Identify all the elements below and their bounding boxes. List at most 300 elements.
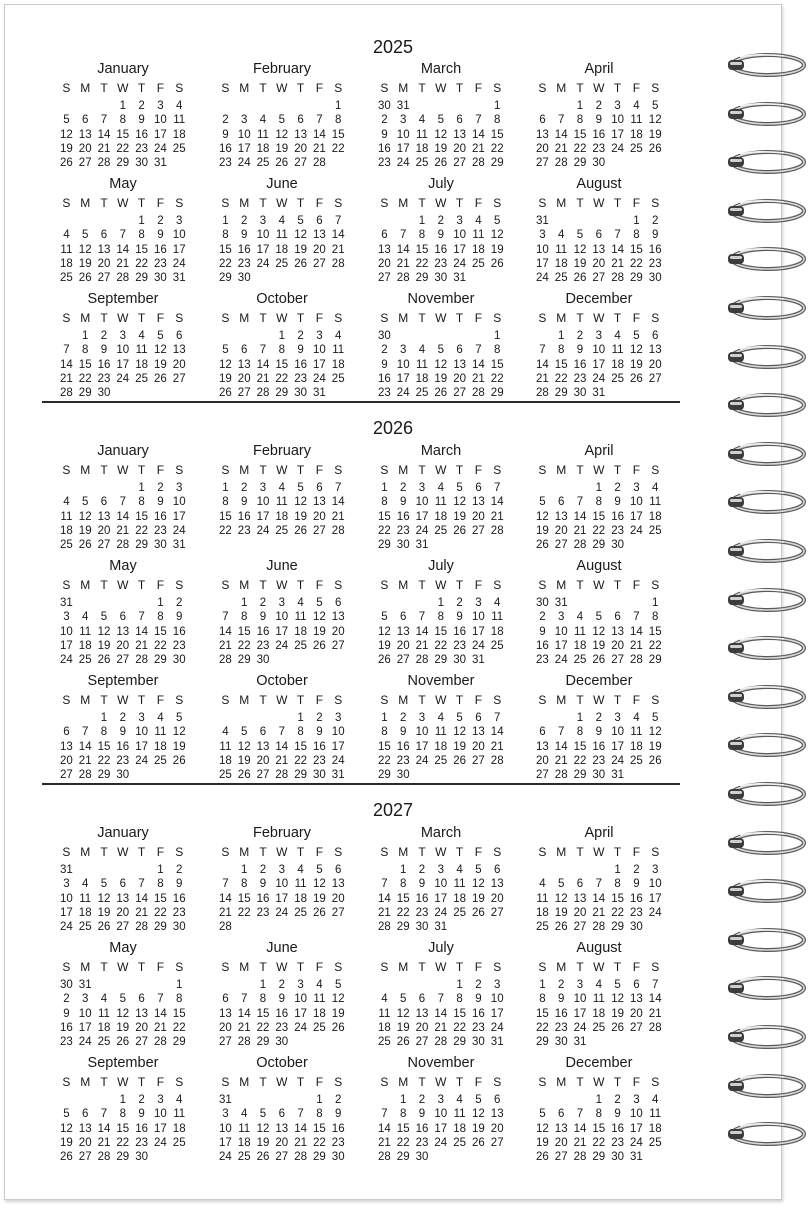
day-cell: 29 bbox=[378, 539, 391, 552]
day-cell: 18 bbox=[415, 372, 429, 385]
day-cell: 4 bbox=[633, 100, 640, 112]
weekday-header: W bbox=[593, 845, 605, 859]
day-cell: 7 bbox=[399, 229, 407, 242]
weekday-header: W bbox=[276, 196, 288, 210]
day-cell: 28 bbox=[135, 921, 148, 934]
day-cell: 10 bbox=[275, 878, 289, 891]
day-cell: 9 bbox=[614, 1108, 621, 1121]
day-cell: 6 bbox=[475, 712, 482, 724]
day-cell: 6 bbox=[456, 114, 463, 127]
day-cell: 9 bbox=[557, 993, 565, 1006]
day-cell: 7 bbox=[475, 344, 482, 357]
weekday-header: T bbox=[613, 463, 622, 477]
day-cell: 11 bbox=[173, 1108, 186, 1121]
weekday-header: T bbox=[576, 311, 584, 325]
day-cell: 6 bbox=[539, 726, 546, 739]
day-cell: 6 bbox=[539, 114, 546, 127]
day-cell: 13 bbox=[313, 229, 326, 242]
day-cell: 3 bbox=[222, 1108, 229, 1121]
day-cell: 29 bbox=[294, 769, 307, 782]
day-cell: 26 bbox=[490, 257, 504, 270]
day-cell: 1 bbox=[119, 1094, 126, 1106]
day-cell: 8 bbox=[316, 1108, 323, 1121]
day-cell: 17 bbox=[60, 906, 73, 919]
day-cell: 4 bbox=[222, 726, 229, 739]
day-cell: 20 bbox=[60, 754, 73, 767]
day-cell: 9 bbox=[240, 496, 248, 509]
day-cell: 16 bbox=[378, 372, 391, 385]
day-cell: 3 bbox=[456, 215, 463, 227]
weekday-header: S bbox=[221, 81, 230, 95]
day-cell: 2 bbox=[418, 864, 426, 876]
day-cell: 7 bbox=[557, 114, 565, 127]
day-cell: 20 bbox=[116, 639, 130, 652]
spiral-coil bbox=[726, 293, 808, 323]
day-cell: 7 bbox=[138, 878, 145, 891]
day-cell: 13 bbox=[536, 740, 549, 753]
day-cell: 25 bbox=[275, 257, 289, 270]
day-cell: 7 bbox=[259, 344, 267, 357]
day-cell: 29 bbox=[154, 654, 167, 667]
weekday-header: S bbox=[651, 81, 660, 95]
weekday-header: T bbox=[100, 693, 108, 707]
day-cell: 19 bbox=[294, 510, 307, 523]
weekday-header: T bbox=[613, 81, 622, 95]
day-cell: 9 bbox=[651, 229, 659, 242]
day-cell: 11 bbox=[453, 878, 466, 891]
day-cell: 14 bbox=[554, 740, 568, 753]
day-cell: 22 bbox=[630, 257, 643, 270]
day-cell: 7 bbox=[614, 229, 621, 242]
day-cell: 11 bbox=[453, 1108, 466, 1121]
day-cell: 29 bbox=[219, 272, 232, 285]
day-cell: 23 bbox=[331, 1136, 345, 1149]
day-cell: 12 bbox=[378, 625, 391, 638]
spiral-coil bbox=[726, 50, 808, 80]
day-cell: 19 bbox=[648, 128, 662, 141]
day-cell: 10 bbox=[472, 611, 485, 624]
day-cell: 26 bbox=[472, 1136, 485, 1149]
day-cell: 13 bbox=[331, 611, 345, 624]
weekday-header: S bbox=[651, 578, 660, 592]
day-cell: 23 bbox=[275, 1021, 289, 1034]
day-cell: 10 bbox=[611, 726, 624, 739]
weekday-header: T bbox=[137, 311, 146, 325]
day-cell: 17 bbox=[256, 243, 270, 256]
day-cell: 1 bbox=[297, 712, 304, 724]
day-cell: 26 bbox=[219, 387, 232, 400]
day-cell: 9 bbox=[240, 229, 248, 242]
day-cell: 12 bbox=[490, 229, 504, 242]
day-cell: 16 bbox=[116, 740, 130, 753]
weekday-header: M bbox=[398, 693, 409, 707]
spiral-coil bbox=[726, 390, 808, 420]
weekday-header: F bbox=[632, 1075, 641, 1089]
weekday-header: W bbox=[593, 578, 605, 592]
day-cell: 27 bbox=[472, 754, 485, 767]
day-cell: 27 bbox=[60, 769, 73, 782]
weekday-header: S bbox=[221, 578, 230, 592]
day-cell: 31 bbox=[611, 769, 624, 782]
day-cell: 13 bbox=[554, 510, 568, 523]
day-cell: 15 bbox=[490, 128, 504, 141]
day-cell: 1 bbox=[157, 864, 164, 876]
day-cell: 18 bbox=[219, 754, 232, 767]
weekday-header: S bbox=[334, 463, 343, 477]
day-cell: 5 bbox=[399, 993, 407, 1006]
day-cell: 6 bbox=[119, 611, 126, 624]
day-cell: 16 bbox=[592, 740, 606, 753]
day-cell: 18 bbox=[592, 1007, 606, 1020]
day-cell: 30 bbox=[415, 921, 429, 934]
weekday-header: F bbox=[315, 196, 324, 210]
day-cell: 5 bbox=[381, 611, 388, 624]
day-cell: 19 bbox=[60, 142, 73, 155]
day-cell: 19 bbox=[313, 892, 326, 905]
day-cell: 7 bbox=[493, 712, 501, 724]
day-cell: 24 bbox=[434, 906, 448, 919]
day-cell: 21 bbox=[331, 243, 345, 256]
day-cell: 2 bbox=[259, 864, 267, 876]
day-cell: 17 bbox=[219, 1136, 232, 1149]
day-cell: 20 bbox=[331, 625, 345, 638]
day-cell: 28 bbox=[97, 157, 111, 170]
day-cell: 4 bbox=[316, 979, 323, 991]
day-cell: 19 bbox=[378, 639, 391, 652]
day-cell: 5 bbox=[437, 114, 444, 127]
day-cell: 24 bbox=[294, 1021, 307, 1034]
day-cell: 11 bbox=[555, 243, 568, 256]
day-cell: 26 bbox=[313, 906, 326, 919]
day-cell: 21 bbox=[490, 510, 504, 523]
day-cell: 5 bbox=[614, 979, 621, 991]
weekday-header: T bbox=[137, 196, 146, 210]
spiral-coil bbox=[726, 682, 808, 712]
day-cell: 26 bbox=[648, 754, 662, 767]
day-cell: 22 bbox=[573, 754, 587, 767]
day-cell: 5 bbox=[493, 215, 501, 227]
day-cell: 11 bbox=[238, 1122, 251, 1135]
day-cell: 20 bbox=[331, 892, 345, 905]
day-cell: 30 bbox=[415, 1151, 429, 1164]
day-cell: 28 bbox=[490, 524, 504, 537]
day-cell: 1 bbox=[493, 330, 501, 342]
day-cell: 17 bbox=[154, 128, 167, 141]
day-cell: 30 bbox=[648, 272, 662, 285]
day-cell: 9 bbox=[63, 1007, 70, 1020]
day-cell: 31 bbox=[78, 979, 92, 991]
day-cell: 17 bbox=[490, 1007, 504, 1020]
day-cell: 6 bbox=[418, 993, 426, 1006]
day-cell: 8 bbox=[240, 611, 248, 624]
day-cell: 14 bbox=[378, 892, 391, 905]
day-cell: 13 bbox=[256, 740, 270, 753]
day-cell: 10 bbox=[78, 1007, 92, 1020]
day-cell: 23 bbox=[60, 1036, 73, 1049]
day-cell: 6 bbox=[175, 330, 183, 342]
day-cell: 11 bbox=[574, 625, 586, 638]
day-cell: 29 bbox=[237, 654, 251, 667]
day-cell: 14 bbox=[219, 625, 232, 638]
day-cell: 9 bbox=[475, 993, 482, 1006]
month-name: January bbox=[97, 61, 149, 77]
day-cell: 20 bbox=[97, 257, 111, 270]
day-cell: 23 bbox=[378, 157, 391, 170]
day-cell: 18 bbox=[378, 1021, 391, 1034]
day-cell: 12 bbox=[172, 726, 186, 739]
day-cell: 13 bbox=[60, 740, 73, 753]
day-cell: 31 bbox=[396, 100, 410, 112]
day-cell: 25 bbox=[630, 754, 643, 767]
day-cell: 11 bbox=[294, 611, 307, 624]
day-cell: 16 bbox=[172, 892, 186, 905]
day-cell: 4 bbox=[456, 864, 463, 876]
day-cell: 27 bbox=[490, 906, 504, 919]
day-cell: 17 bbox=[630, 510, 643, 523]
day-cell: 28 bbox=[415, 654, 429, 667]
day-cell: 8 bbox=[240, 878, 248, 891]
day-cell: 1 bbox=[334, 100, 342, 112]
day-cell: 13 bbox=[536, 128, 549, 141]
day-cell: 20 bbox=[592, 257, 606, 270]
weekday-header: W bbox=[593, 463, 605, 477]
day-cell: 24 bbox=[116, 372, 130, 385]
day-cell: 14 bbox=[60, 358, 73, 371]
day-cell: 4 bbox=[539, 878, 546, 891]
day-cell: 15 bbox=[415, 243, 429, 256]
day-cell: 12 bbox=[630, 344, 643, 357]
day-cell: 24 bbox=[453, 257, 466, 270]
day-cell: 30 bbox=[135, 1151, 148, 1164]
day-cell: 4 bbox=[595, 979, 602, 991]
day-cell: 6 bbox=[297, 114, 304, 127]
day-cell: 16 bbox=[275, 1007, 289, 1020]
day-cell: 20 bbox=[219, 1021, 232, 1034]
day-cell: 13 bbox=[554, 1122, 568, 1135]
day-cell: 13 bbox=[453, 128, 466, 141]
weekday-header: T bbox=[455, 693, 464, 707]
weekday-header: F bbox=[315, 311, 324, 325]
day-cell: 3 bbox=[278, 864, 285, 876]
day-cell: 14 bbox=[611, 243, 624, 256]
day-cell: 8 bbox=[175, 993, 183, 1006]
day-cell: 31 bbox=[331, 769, 345, 782]
day-cell: 26 bbox=[60, 157, 73, 170]
day-cell: 29 bbox=[630, 272, 643, 285]
day-cell: 9 bbox=[259, 878, 267, 891]
day-cell: 15 bbox=[135, 243, 148, 256]
weekday-header: S bbox=[651, 693, 660, 707]
day-cell: 24 bbox=[611, 142, 624, 155]
weekday-header: S bbox=[221, 1075, 230, 1089]
day-cell: 31 bbox=[592, 387, 606, 400]
weekday-header: S bbox=[493, 845, 502, 859]
weekday-header: S bbox=[175, 1075, 184, 1089]
weekday-header: T bbox=[418, 311, 426, 325]
month-name: July bbox=[428, 176, 454, 192]
day-cell: 11 bbox=[60, 243, 73, 256]
weekday-header: F bbox=[474, 196, 483, 210]
day-cell: 16 bbox=[536, 639, 549, 652]
month-name: May bbox=[109, 558, 137, 574]
day-cell: 18 bbox=[453, 892, 466, 905]
day-cell: 27 bbox=[453, 157, 466, 170]
day-cell: 14 bbox=[97, 1122, 111, 1135]
day-cell: 4 bbox=[81, 878, 89, 891]
day-cell: 29 bbox=[592, 539, 606, 552]
day-cell: 12 bbox=[237, 740, 251, 753]
day-cell: 14 bbox=[331, 496, 345, 509]
day-cell: 19 bbox=[472, 892, 485, 905]
day-cell: 4 bbox=[63, 496, 70, 509]
day-cell: 27 bbox=[275, 1151, 289, 1164]
weekday-header: S bbox=[62, 693, 71, 707]
day-cell: 10 bbox=[490, 993, 504, 1006]
weekday-header: W bbox=[276, 693, 288, 707]
day-cell: 6 bbox=[316, 215, 323, 227]
day-cell: 1 bbox=[539, 979, 546, 991]
day-cell: 6 bbox=[614, 611, 621, 624]
day-cell: 3 bbox=[63, 611, 70, 624]
day-cell: 4 bbox=[418, 114, 426, 127]
day-cell: 26 bbox=[630, 372, 643, 385]
day-cell: 22 bbox=[97, 754, 111, 767]
day-cell: 16 bbox=[554, 1007, 568, 1020]
day-cell: 16 bbox=[172, 625, 186, 638]
day-cell: 18 bbox=[415, 142, 429, 155]
day-cell: 8 bbox=[119, 1108, 126, 1121]
day-cell: 22 bbox=[611, 906, 624, 919]
day-cell: 10 bbox=[630, 496, 643, 509]
weekday-header: W bbox=[117, 311, 129, 325]
day-cell: 26 bbox=[275, 157, 289, 170]
day-cell: 28 bbox=[472, 157, 485, 170]
day-cell: 11 bbox=[79, 625, 92, 638]
day-cell: 18 bbox=[331, 358, 345, 371]
day-cell: 28 bbox=[573, 1151, 587, 1164]
spiral-coil bbox=[726, 342, 808, 372]
day-cell: 26 bbox=[97, 654, 111, 667]
day-cell: 22 bbox=[453, 1021, 466, 1034]
day-cell: 30 bbox=[172, 921, 186, 934]
day-cell: 10 bbox=[396, 128, 410, 141]
day-cell: 12 bbox=[97, 892, 111, 905]
day-cell: 16 bbox=[237, 510, 251, 523]
day-cell: 21 bbox=[573, 1136, 587, 1149]
day-cell: 12 bbox=[97, 625, 111, 638]
day-cell: 11 bbox=[98, 1007, 110, 1020]
day-cell: 27 bbox=[378, 272, 391, 285]
day-cell: 24 bbox=[396, 157, 410, 170]
year-title: 2027 bbox=[372, 800, 414, 820]
weekday-header: S bbox=[334, 81, 343, 95]
day-cell: 19 bbox=[592, 639, 606, 652]
weekday-header: S bbox=[175, 693, 184, 707]
day-cell: 26 bbox=[78, 272, 92, 285]
weekday-header: M bbox=[239, 578, 250, 592]
day-cell: 15 bbox=[592, 1122, 606, 1135]
day-cell: 2 bbox=[614, 1094, 621, 1106]
day-cell: 7 bbox=[278, 726, 285, 739]
day-cell: 7 bbox=[381, 1108, 388, 1121]
day-cell: 12 bbox=[472, 1108, 485, 1121]
day-cell: 30 bbox=[60, 979, 73, 991]
day-cell: 2 bbox=[259, 597, 267, 609]
day-cell: 24 bbox=[313, 372, 326, 385]
day-cell: 3 bbox=[418, 712, 426, 724]
weekday-header: W bbox=[117, 845, 129, 859]
day-cell: 17 bbox=[453, 243, 466, 256]
day-cell: 16 bbox=[331, 1122, 345, 1135]
day-cell: 28 bbox=[219, 921, 232, 934]
day-cell: 22 bbox=[554, 372, 568, 385]
day-cell: 22 bbox=[573, 142, 587, 155]
day-cell: 11 bbox=[154, 726, 167, 739]
day-cell: 14 bbox=[237, 1007, 251, 1020]
day-cell: 27 bbox=[116, 654, 130, 667]
day-cell: 26 bbox=[294, 524, 307, 537]
day-cell: 12 bbox=[78, 510, 92, 523]
day-cell: 10 bbox=[172, 496, 186, 509]
day-cell: 8 bbox=[595, 1108, 602, 1121]
day-cell: 11 bbox=[416, 128, 428, 141]
day-cell: 19 bbox=[97, 639, 111, 652]
day-cell: 8 bbox=[157, 611, 164, 624]
month-name: July bbox=[428, 558, 454, 574]
weekday-header: S bbox=[380, 1075, 389, 1089]
day-cell: 14 bbox=[116, 243, 130, 256]
day-cell: 21 bbox=[116, 524, 130, 537]
day-cell: 16 bbox=[611, 1122, 624, 1135]
day-cell: 20 bbox=[256, 754, 270, 767]
day-cell: 18 bbox=[60, 524, 73, 537]
day-cell: 12 bbox=[536, 1122, 549, 1135]
weekday-header: W bbox=[117, 960, 129, 974]
day-cell: 18 bbox=[237, 1136, 251, 1149]
weekday-header: F bbox=[315, 1075, 324, 1089]
weekday-header: S bbox=[62, 845, 71, 859]
weekday-header: T bbox=[418, 81, 426, 95]
day-cell: 8 bbox=[119, 114, 126, 127]
weekday-header: F bbox=[156, 81, 165, 95]
weekday-header: S bbox=[62, 463, 71, 477]
day-cell: 7 bbox=[334, 215, 342, 227]
weekday-header: M bbox=[556, 960, 567, 974]
day-cell: 25 bbox=[78, 654, 92, 667]
weekday-header: T bbox=[455, 311, 464, 325]
day-cell: 30 bbox=[453, 654, 466, 667]
day-cell: 25 bbox=[472, 257, 485, 270]
day-cell: 8 bbox=[81, 344, 89, 357]
weekday-header: F bbox=[474, 960, 483, 974]
day-cell: 25 bbox=[237, 1151, 251, 1164]
day-cell: 31 bbox=[536, 215, 549, 227]
weekday-header: M bbox=[80, 196, 91, 210]
day-cell: 11 bbox=[135, 344, 148, 357]
day-cell: 10 bbox=[415, 496, 429, 509]
day-cell: 19 bbox=[453, 510, 466, 523]
weekday-header: T bbox=[418, 1075, 426, 1089]
weekday-header: S bbox=[493, 463, 502, 477]
weekday-header: S bbox=[380, 960, 389, 974]
day-cell: 5 bbox=[157, 330, 164, 342]
month-name: November bbox=[407, 1055, 475, 1071]
day-cell: 27 bbox=[78, 1151, 92, 1164]
day-cell: 18 bbox=[453, 1122, 466, 1135]
day-cell: 2 bbox=[278, 979, 285, 991]
day-cell: 30 bbox=[172, 654, 186, 667]
day-cell: 21 bbox=[536, 372, 549, 385]
